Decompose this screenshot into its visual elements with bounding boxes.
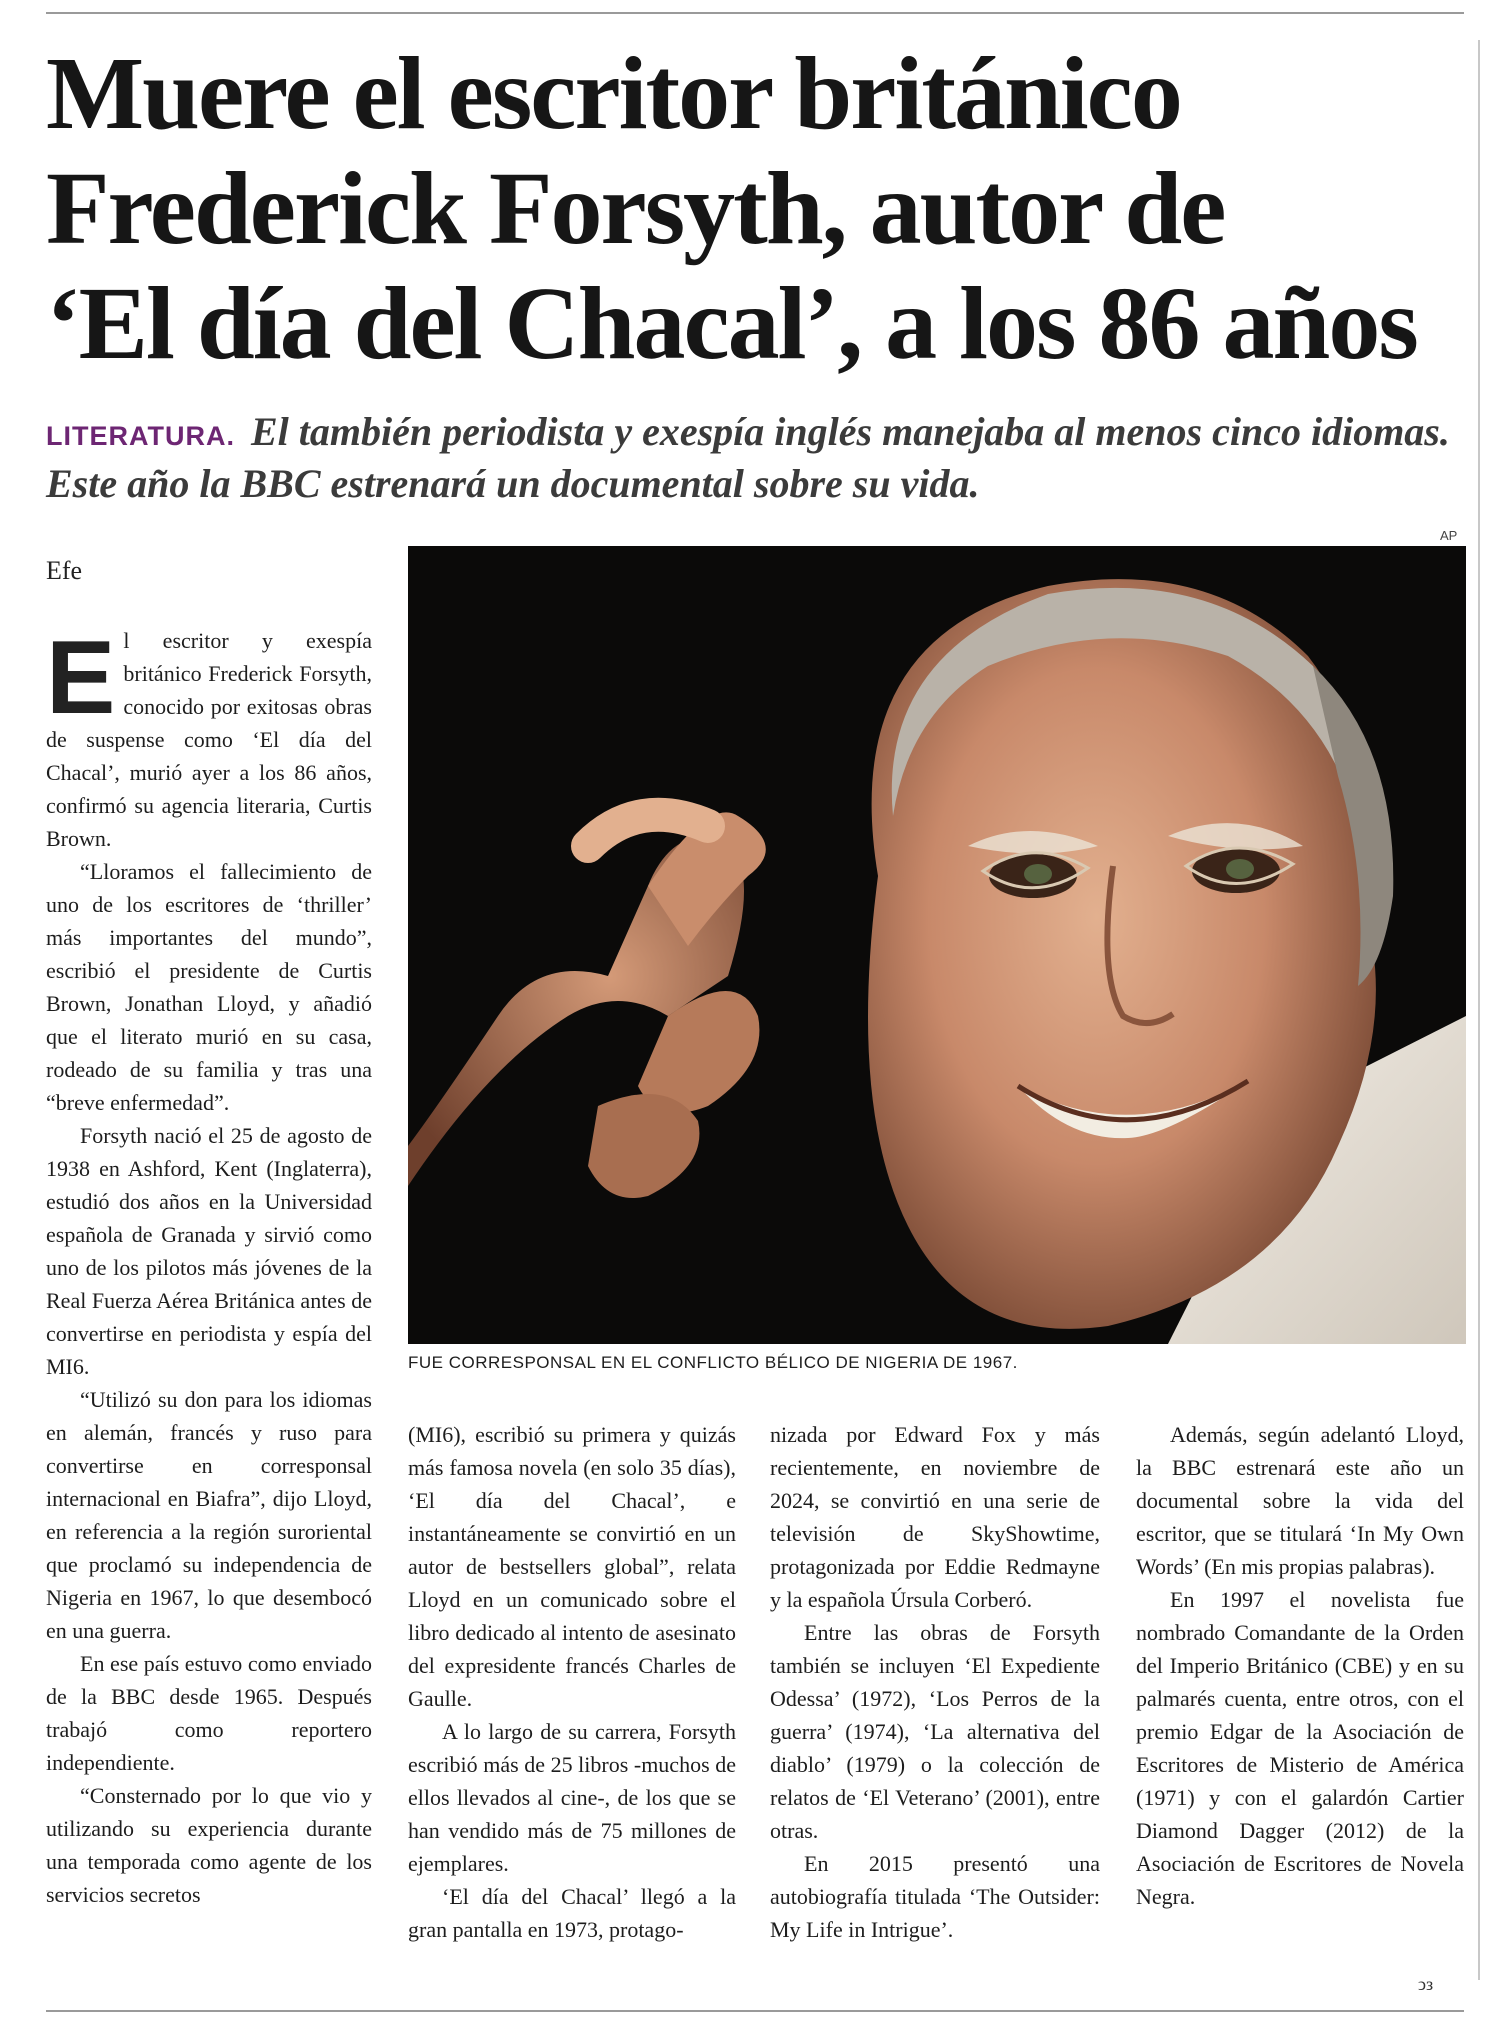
article-paragraph: Entre las obras de Forsyth también se incluyen ‘El Expediente Odessa’ (1972), ‘Los Perros de la guerra’ (1974), ‘La alternativa del diablo’ (1979) o la colección de relatos de ‘El Veterano’ (2001), entre otras. xyxy=(770,1620,1100,1843)
byline: Efe xyxy=(46,556,83,585)
end-of-article-mark: ↄз xyxy=(1418,1974,1434,1994)
article-paragraph: “Utilizó su don para los idiomas en alemán, francés y ruso para convertirse en corresponsal internacional en Biafra”, dijo Lloyd, en referencia a la región suroriental que proclamó su independencia de Nigeria en 1967, lo que desembocó en una guerra. xyxy=(46,1387,372,1643)
top-rule xyxy=(46,12,1464,14)
article-paragraph: En 1997 el novelista fue nombrado Comandante de la Orden del Imperio Británico (CBE) y en su palmarés cuenta, entre otros, con el premio Edgar de la Asociación de Escritores de Misterio de América (1971) y con el galardón Cartier Diamond Dagger (2012) de la Asociación de Escritores de Novela Negra. xyxy=(1136,1587,1464,1909)
headline-line-2: Frederick Forsyth, autor de xyxy=(46,151,1225,266)
photo-credit: AP xyxy=(1440,528,1458,543)
drop-cap: E xyxy=(46,620,116,736)
article-paragraph: Forsyth nació el 25 de agosto de 1938 en Ashford, Kent (Inglaterra), estudió dos años en la Universidad española de Granada y sirvió como uno de los pilotos más jóvenes de la Real Fuerza Aérea Británica antes de convertirse en periodista y espía del MI6. xyxy=(46,1123,372,1379)
article-column-1 xyxy=(46,620,372,1911)
headline xyxy=(46,36,1466,381)
article-column-2 xyxy=(408,1418,736,1946)
headline-line-1: Muere el escritor británico xyxy=(46,36,1181,151)
article-paragraph: “Lloramos el fallecimiento de uno de los escritores de ‘thriller’ más importantes del mundo”, escribió el presidente de Curtis Brown, Jonathan Lloyd, y añadió que el literato murió en su casa, rodeado de su familia y tras una “breve enfermedad”. xyxy=(46,859,372,1115)
photo-caption: FUE CORRESPONSAL EN EL CONFLICTO BÉLICO DE NIGERIA DE 1967. xyxy=(408,1353,1018,1372)
deck-text: El también periodista y exespía inglés manejaba al menos cinco idiomas. Este año la BBC estrenará un documental sobre su vida. xyxy=(46,409,1450,506)
deck-subheadline xyxy=(46,408,1466,508)
paragraph-text: l escritor y exespía británico Frederick Forsyth, conocido por exitosas obras de suspense como ‘El día del Chacal’, murió ayer a los 86 años, confirmó su agencia literaria, Curtis Brown. xyxy=(46,628,372,851)
article-column-3 xyxy=(770,1418,1100,1946)
article-paragraph: ‘El día del Chacal’ llegó a la gran pantalla en 1973, protago- xyxy=(408,1884,736,1942)
article-column-4 xyxy=(1136,1418,1464,1913)
article-paragraph: (MI6), escribió su primera y quizás más famosa novela (en solo 35 días), ‘El día del Chacal’, e instantáneamente se convirtió en un autor de bestsellers global”, relata Lloyd en un comunicado sobre el libro dedicado al intento de asesinato del expresidente francés Charles de Gaulle. xyxy=(408,1422,736,1711)
author-photo xyxy=(408,546,1466,1344)
article-paragraph: A lo largo de su carrera, Forsyth escribió más de 25 libros -muchos de ellos llevados al cine-, de los que se han vendido más de 75 millones de ejemplares. xyxy=(408,1719,736,1876)
article-paragraph: Además, según adelantó Lloyd, la BBC estrenará este año un documental sobre la vida del escritor, que se titulará ‘In My Own Words’ (En mis propias palabras). xyxy=(1136,1422,1464,1579)
bottom-rule xyxy=(46,2010,1464,2012)
adjacent-page-edge xyxy=(1478,40,1480,1980)
headline-line-3: ‘El día del Chacal’, a los 86 años xyxy=(46,266,1417,381)
section-label: LITERATURA. xyxy=(46,421,235,451)
article-paragraph: En 2015 presentó una autobiografía titulada ‘The Outsider: My Life in Intrigue’. xyxy=(770,1851,1100,1942)
article-paragraph: En ese país estuvo como enviado de la BBC desde 1965. Después trabajó como reportero independiente. xyxy=(46,1651,372,1775)
article-paragraph xyxy=(46,620,372,855)
article-paragraph: “Consternado por lo que vio y utilizando su experiencia durante una temporada como agente de los servicios secretos xyxy=(46,1783,372,1907)
article-paragraph: nizada por Edward Fox y más recientemente, en noviembre de 2024, se convirtió en una serie de televisión de SkyShowtime, protagonizada por Eddie Redmayne y la española Úrsula Corberó. xyxy=(770,1422,1100,1612)
